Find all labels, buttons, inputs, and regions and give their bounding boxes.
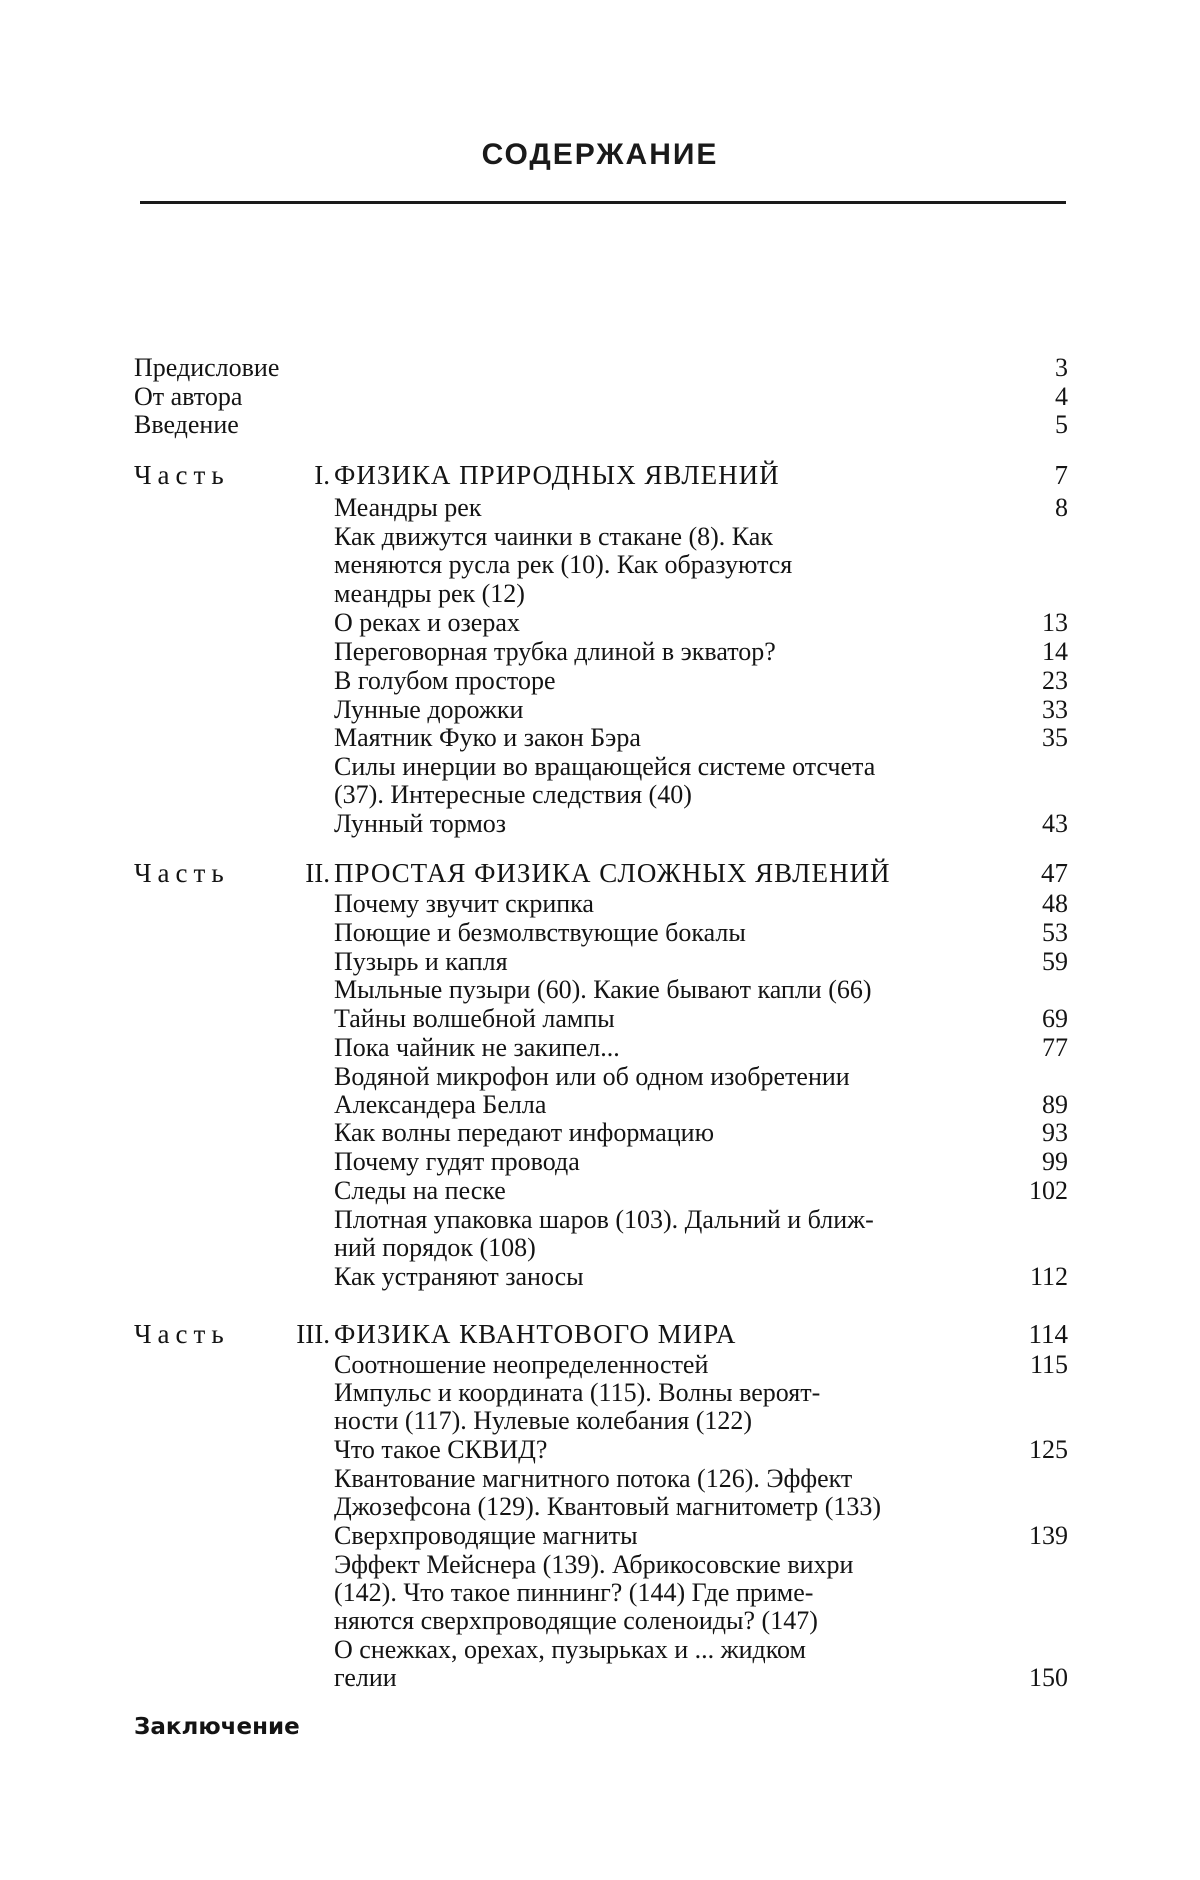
toc-line	[134, 1262, 1068, 1291]
toc-line	[134, 752, 1068, 781]
entry-text: ний порядок (108)	[334, 1233, 536, 1262]
part-number: III.	[294, 1320, 330, 1349]
entry-text: О реках и озерах	[334, 608, 520, 637]
page-number: 99	[1042, 1147, 1068, 1176]
part-label: Часть	[134, 859, 230, 888]
title-divider	[140, 201, 1066, 204]
part-title: ПРОСТАЯ ФИЗИКА СЛОЖНЫХ ЯВЛЕНИЙ	[334, 859, 890, 888]
toc-line	[134, 1176, 1068, 1205]
toc-line	[134, 608, 1068, 637]
entry-text: Поющие и безмолвствующие бокалы	[334, 918, 746, 947]
entry-text: Джозефсона (129). Квантовый магнитометр (133)	[334, 1492, 881, 1521]
entry-text: гелии	[334, 1663, 397, 1692]
part-label: Часть	[134, 1320, 230, 1349]
page-number: 150	[1029, 1663, 1068, 1692]
entry-title: Введение	[134, 410, 239, 439]
page-number: 53	[1042, 918, 1068, 947]
entry-text: Маятник Фуко и закон Бэра	[334, 723, 641, 752]
entry-text: няются сверхпроводящие соленоиды? (147)	[334, 1606, 818, 1635]
entry-text: Почему звучит скрипка	[334, 889, 594, 918]
toc-line	[134, 1233, 1068, 1262]
toc-line	[134, 1635, 1068, 1664]
entry-text: меняются русла рек (10). Как образуются	[334, 550, 792, 579]
toc-line	[134, 1550, 1068, 1579]
entry-text: Пока чайник не закипел...	[334, 1033, 620, 1062]
page-number: 139	[1029, 1521, 1068, 1550]
toc-line	[134, 1435, 1068, 1464]
toc-line	[134, 780, 1068, 809]
page-number: 35	[1042, 723, 1068, 752]
page-number: 14	[1042, 637, 1068, 666]
entry-text: Александера Белла	[334, 1090, 546, 1119]
page-number: 3	[1055, 353, 1068, 382]
part-heading	[134, 1320, 1068, 1349]
toc-line	[134, 522, 1068, 551]
toc-line	[134, 637, 1068, 666]
toc-line	[134, 1350, 1068, 1379]
entry-text: (37). Интересные следствия (40)	[334, 780, 692, 809]
page-number: 112	[1030, 1262, 1068, 1291]
entry-text: Силы инерции во вращающейся системе отсчета	[334, 752, 875, 781]
toc-line	[134, 1578, 1068, 1607]
toc-front-entry	[134, 382, 1068, 411]
toc-line	[134, 975, 1068, 1004]
entry-text: (142). Что такое пиннинг? (144) Где приме-	[334, 1578, 813, 1607]
toc-line	[134, 723, 1068, 752]
page-number: 4	[1055, 382, 1068, 411]
entry-text: меандры рек (12)	[334, 579, 525, 608]
entry-text: Сверхпроводящие магниты	[334, 1521, 638, 1550]
entry-text: ности (117). Нулевые колебания (122)	[334, 1406, 752, 1435]
page-number: 23	[1042, 666, 1068, 695]
entry-text: Мыльные пузыри (60). Какие бывают капли (66)	[334, 975, 872, 1004]
toc-front-entry	[134, 410, 1068, 439]
page-number: 48	[1042, 889, 1068, 918]
part-label: Часть	[134, 461, 230, 490]
toc-line	[134, 550, 1068, 579]
toc-line	[134, 1606, 1068, 1635]
page-number: 43	[1042, 809, 1068, 838]
toc-line	[134, 1004, 1068, 1033]
toc-line	[134, 493, 1068, 522]
entry-text: Что такое СКВИД?	[334, 1435, 547, 1464]
page-number: 115	[1030, 1350, 1068, 1379]
entry-title: Заключение	[134, 1713, 300, 1742]
part-number: II.	[294, 859, 330, 888]
page-number: 93	[1042, 1118, 1068, 1147]
toc-line	[134, 1492, 1068, 1521]
toc-line	[134, 1062, 1068, 1091]
page-number: 69	[1042, 1004, 1068, 1033]
entry-text: В голубом просторе	[334, 666, 556, 695]
page-number: 125	[1029, 1435, 1068, 1464]
page-number: 8	[1055, 493, 1068, 522]
page-number: 13	[1042, 608, 1068, 637]
entry-text: Почему гудят провода	[334, 1147, 580, 1176]
toc-line	[134, 918, 1068, 947]
toc-front-entry	[134, 353, 1068, 382]
entry-text: Как волны передают информацию	[334, 1118, 714, 1147]
entry-text: Плотная упаковка шаров (103). Дальний и ближ-	[334, 1205, 874, 1234]
entry-title: Предисловие	[134, 353, 279, 382]
page-number: 33	[1042, 695, 1068, 724]
entry-text: Как движутся чаинки в стакане (8). Как	[334, 522, 773, 551]
entry-title: От автора	[134, 382, 242, 411]
toc-line	[134, 809, 1068, 838]
toc-line	[134, 1147, 1068, 1176]
toc-line	[134, 1090, 1068, 1119]
page-number: 77	[1042, 1033, 1068, 1062]
entry-text: Переговорная трубка длиной в экватор?	[334, 637, 776, 666]
toc-line	[134, 1205, 1068, 1234]
toc-line	[134, 947, 1068, 976]
entry-text: Соотношение неопределенностей	[334, 1350, 708, 1379]
entry-text: Водяной микрофон или об одном изобретении	[334, 1062, 850, 1091]
entry-text: Следы на песке	[334, 1176, 506, 1205]
entry-text: Лунный тормоз	[334, 809, 506, 838]
toc-line	[134, 1406, 1068, 1435]
entry-text: Тайны волшебной лампы	[334, 1004, 615, 1033]
page-title: СОДЕРЖАНИЕ	[0, 138, 1200, 172]
toc-line	[134, 1378, 1068, 1407]
page-number: 47	[1041, 859, 1068, 888]
page-number: 59	[1042, 947, 1068, 976]
entry-text: О снежках, орехах, пузырьках и ... жидком	[334, 1635, 806, 1664]
page-number: 7	[1055, 461, 1069, 490]
entry-text: Квантование магнитного потока (126). Эффект	[334, 1464, 852, 1493]
entry-text: Эффект Мейснера (139). Абрикосовские вихри	[334, 1550, 853, 1579]
toc-line	[134, 1521, 1068, 1550]
entry-text: Импульс и координата (115). Волны вероят-	[334, 1378, 820, 1407]
part-heading	[134, 859, 1068, 888]
toc-line	[134, 695, 1068, 724]
page-number: 5	[1055, 410, 1068, 439]
entry-text: Лунные дорожки	[334, 695, 523, 724]
toc-line	[134, 1663, 1068, 1692]
entry-text: Как устраняют заносы	[334, 1262, 584, 1291]
part-title: ФИЗИКА ПРИРОДНЫХ ЯВЛЕНИЙ	[334, 461, 780, 490]
entry-text: Меандры рек	[334, 493, 481, 522]
page-number: 89	[1042, 1090, 1068, 1119]
part-number: I.	[294, 461, 330, 490]
part-title: ФИЗИКА КВАНТОВОГО МИРА	[334, 1320, 736, 1349]
entry-text: Пузырь и капля	[334, 947, 508, 976]
toc-conclusion	[134, 1713, 1068, 1742]
toc-line	[134, 666, 1068, 695]
page-number: 114	[1029, 1320, 1069, 1349]
toc-line	[134, 1118, 1068, 1147]
toc-line	[134, 579, 1068, 608]
page-number: 102	[1029, 1176, 1068, 1205]
toc-line	[134, 889, 1068, 918]
toc-line	[134, 1464, 1068, 1493]
toc-line	[134, 1033, 1068, 1062]
part-heading	[134, 461, 1068, 490]
